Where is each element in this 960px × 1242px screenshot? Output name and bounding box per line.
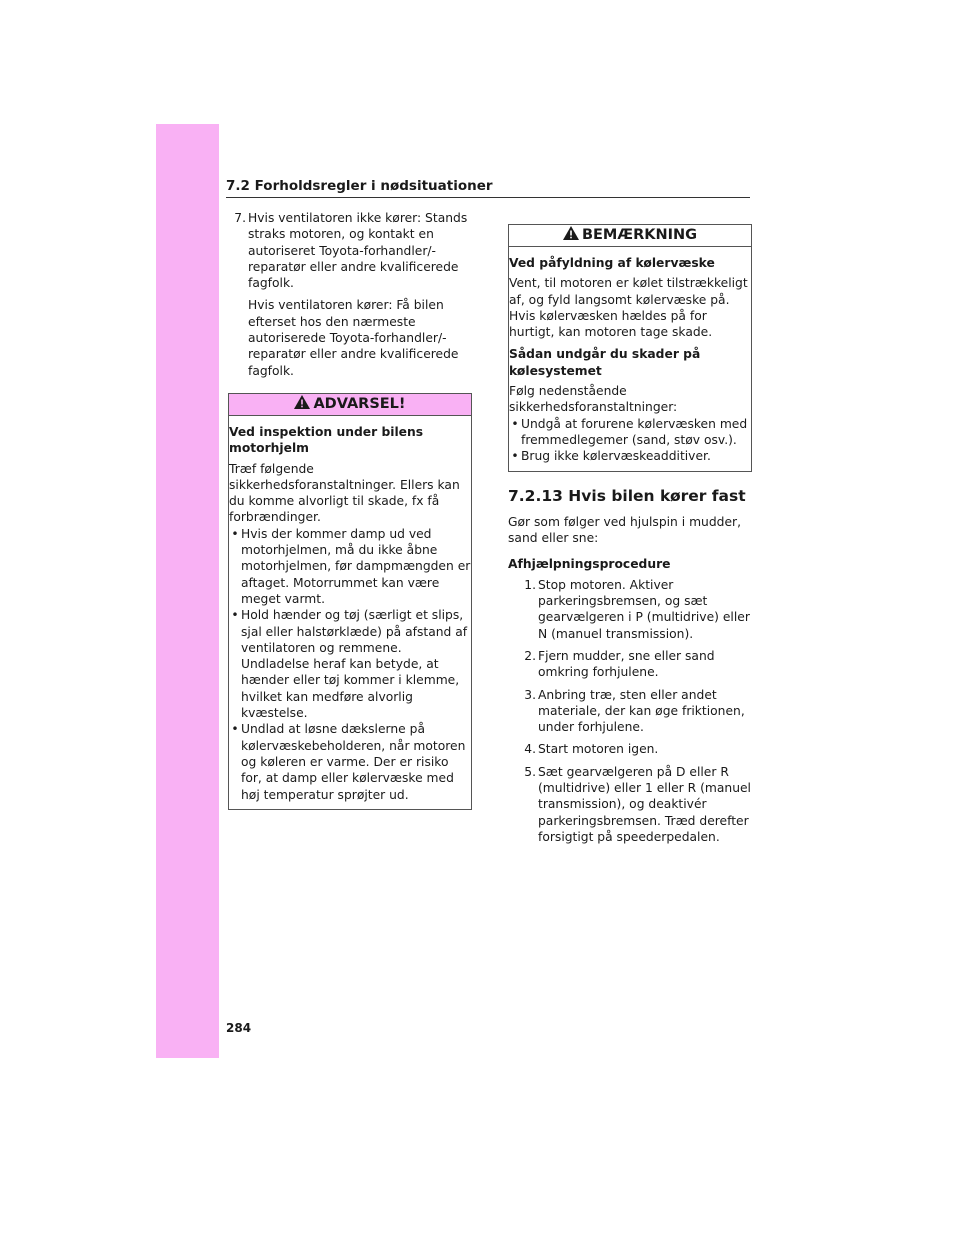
procedure-title: Afhjælpningsprocedure: [508, 557, 671, 572]
bullet-text: Undlad at løsne dækslerne på kølervæskebeholderen, når motoren og køleren er varme. Der er risiko for, at damp eller kølervæske med høj temperatur sprøjter ud.: [241, 722, 466, 802]
step-number: 1.: [524, 577, 536, 592]
list-item: [518, 577, 752, 642]
subsection-intro: Gør som følger ved hjulspin i mudder, sand eller sne:: [508, 514, 741, 546]
list-item: [518, 764, 752, 845]
list-item: • Brug ikke kølervæskeadditiver.: [509, 448, 751, 464]
list-item: • Undgå at forurene kølervæsken med fremmedlegemer (sand, støv osv.).: [509, 416, 751, 449]
left-column: [228, 210, 472, 810]
list-item: • Undlad at løsne dækslerne på kølervæskebeholderen, når motoren og køleren er varme. Der er risiko for, at damp eller kølervæske med høj temperatur sprøjter ud.: [229, 721, 471, 802]
step-text: Fjern mudder, sne eller sand omkring forhjulene.: [538, 648, 715, 680]
step-text: Start motoren igen.: [538, 742, 659, 757]
subsection-title: 7.2.13 Hvis bilen kører fast: [508, 486, 746, 505]
notice-triangle-icon: [563, 226, 579, 244]
list-item: [518, 648, 752, 681]
step-number: 2.: [524, 648, 536, 663]
bullet-text: Hold hænder og tøj (særligt et slips, sjal eller halstørklæde) på afstand af ventilatoren og remmene. Undladelse heraf kan betyde, at hænder eller tøj kommer i klemme, hvilket kan medføre alvorlig kvæstelse.: [241, 608, 468, 721]
list-item: • Hold hænder og tøj (særligt et slips, sjal eller halstørklæde) på afstand af ventilatoren og remmene. Undladelse heraf kan betyde, at hænder eller tøj kommer i klemme, hvilket kan medføre alvorlig kvæstelse.: [229, 607, 471, 721]
step-number: 5.: [524, 764, 536, 779]
step-text: Stop motoren. Aktiver parkeringsbremsen, og sæt gearvælgeren i P (multidrive) eller N (manuel transmission).: [538, 577, 750, 641]
warning-box: [228, 393, 472, 810]
notice-title: BEMÆRKNING: [581, 227, 698, 244]
step-number: 4.: [524, 742, 536, 757]
bullet-text: Hvis der kommer damp ud ved motorhjelmen, må du ikke åbne motorhjelmen, før dampmængden er aftaget. Motorrummet kan være meget varmt.: [241, 526, 471, 606]
notice-box: [508, 224, 752, 472]
notice-text: Vent, til motoren er kølet tilstrækkeligt af, og fyld langsomt kølervæske på. Hvis kølervæsken hældes på for hurtigt, kan motoren tage skade.: [509, 276, 748, 340]
warning-triangle-icon: [294, 395, 310, 413]
item-paragraph: Hvis ventilatoren ikke kører: Stands straks motoren, og kontakt en autoriseret Toyota-forhandler/-reparatør eller andre kvalificerede fagfolk.: [248, 211, 468, 291]
list-item: • Hvis der kommer damp ud ved motorhjelmen, må du ikke åbne motorhjelmen, før dampmængden er aftaget. Motorrummet kan være meget varmt.: [231, 526, 471, 606]
step-text: Anbring træ, sten eller andet materiale, der kan øge friktionen, under forhjulene.: [538, 687, 745, 735]
list-item: [228, 210, 472, 379]
notice-heading: Sådan undgår du skader på kølesystemet: [509, 347, 701, 378]
side-color-bar: [156, 124, 219, 1058]
item-paragraph: Hvis ventilatoren kører: Få bilen efterset hos den nærmeste autoriserede Toyota-forhandler/-reparatør eller andre kvalificerede fagfolk.: [248, 298, 459, 378]
bullet-text: Brug ikke kølervæskeadditiver.: [521, 449, 711, 464]
notice-intro: Følg nedenstående sikkerhedsforanstaltninger:: [509, 384, 678, 415]
warning-header: [229, 394, 471, 416]
page-number: 284: [226, 1021, 252, 1035]
notice-header: [509, 225, 751, 247]
bullet-text: Undgå at forurene kølervæsken med fremmedlegemer (sand, støv osv.).: [521, 416, 748, 447]
notice-heading: Ved påfyldning af kølervæske: [509, 256, 715, 270]
warning-intro: Træf følgende sikkerhedsforanstaltninger. Ellers kan du komme alvorligt til skade, fx få forbrændinger.: [229, 461, 460, 525]
procedure-list: [518, 577, 752, 845]
step-text: Sæt gearvælgeren på D eller R (multidrive) eller 1 eller R (manuel transmission), og deaktivér parkeringsbremsen. Træd derefter forsigtigt på speederpedalen.: [538, 764, 751, 844]
list-item: [518, 687, 752, 736]
warning-title: ADVARSEL!: [313, 396, 406, 413]
list-item: [518, 741, 752, 757]
item-number: 7.: [234, 211, 246, 225]
section-header: 7.2 Forholdsregler i nødsituationer: [226, 178, 750, 198]
step-number: 3.: [524, 687, 536, 702]
warning-subtitle: Ved inspektion under bilens motorhjelm: [229, 424, 424, 456]
right-column: [508, 224, 752, 851]
